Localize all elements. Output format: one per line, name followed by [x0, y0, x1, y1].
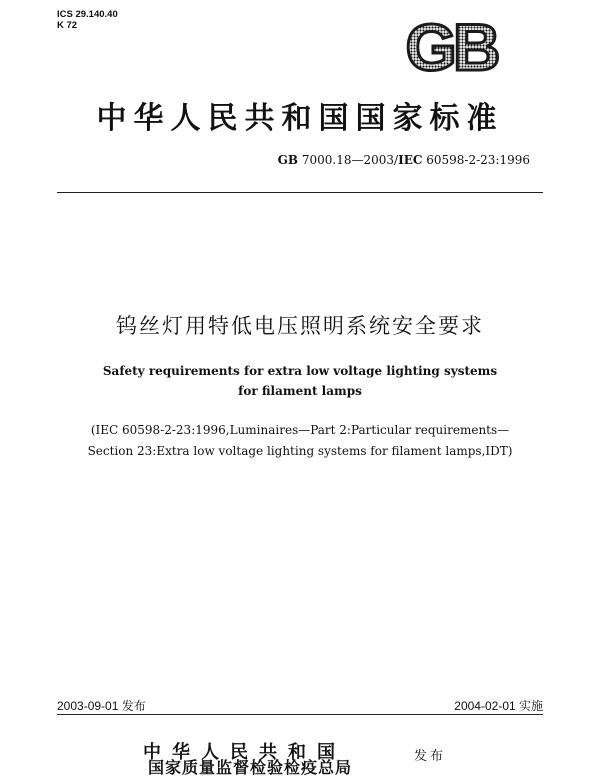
standard-number-prefix: GB [277, 153, 299, 167]
logo-mark: GB [405, 17, 497, 75]
english-title-line: for filament lamps [238, 384, 362, 398]
publish-label: 发布 [414, 749, 447, 764]
standard-number-main: 7000.18—2003/ [298, 153, 399, 167]
equivalence-line: Section 23:Extra low voltage lighting systems for filament lamps,IDT) [87, 444, 513, 458]
bottom-divider [57, 714, 543, 715]
issuer-line-2: 国家质量监督检验检疫总局 [148, 758, 353, 777]
ccs-code: K 72 [57, 20, 78, 31]
top-divider [57, 192, 543, 193]
ics-code: ICS 29.140.40 [57, 9, 118, 20]
standard-number-iec: 60598-2-23:1996 [422, 153, 530, 167]
chinese-title: 钨丝灯用特低电压照明系统安全要求 [116, 314, 484, 338]
equivalence-line: (IEC 60598-2-23:1996,Luminaires—Part 2:Particular requirements— [90, 423, 510, 437]
issue-date: 2003-09-01 发布 [57, 699, 146, 713]
standard-category: 中华人民共和国国家标准 [96, 101, 504, 136]
classification-codes [57, 9, 118, 31]
gb-logo [392, 17, 510, 75]
issuer-line-1: 中华人民共和国 [143, 742, 346, 763]
standard-number-iec-prefix: IEC [398, 153, 423, 167]
implement-date: 2004-02-01 实施 [454, 699, 543, 713]
english-title-line: Safety requirements for extra low voltage lighting systems [102, 364, 498, 378]
standard-number [278, 153, 530, 167]
equivalence-statement [0, 420, 600, 462]
english-title [0, 361, 600, 401]
